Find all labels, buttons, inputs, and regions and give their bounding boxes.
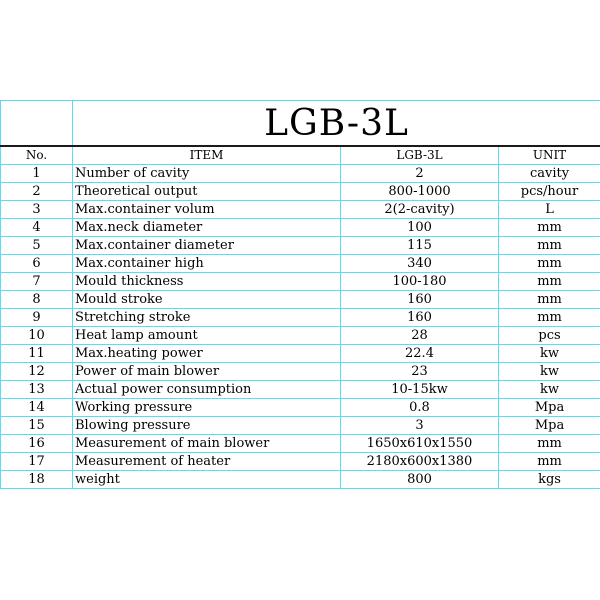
row-item: Working pressure [73,399,341,417]
row-item: Mould thickness [73,273,341,291]
row-value: 2 [341,165,499,183]
row-item: Max.container diameter [73,237,341,255]
row-unit: mm [499,273,600,291]
header-no: No. [1,146,73,165]
table-row [1,363,600,381]
row-unit: mm [499,255,600,273]
row-unit: pcs/hour [499,183,600,201]
row-unit: mm [499,219,600,237]
row-number: 12 [1,363,73,381]
table-row [1,255,600,273]
row-unit: kw [499,363,600,381]
row-number: 3 [1,201,73,219]
row-number: 9 [1,309,73,327]
spec-table [0,100,600,489]
row-value: 0.8 [341,399,499,417]
row-number: 5 [1,237,73,255]
row-value: 160 [341,309,499,327]
row-number: 1 [1,165,73,183]
row-unit: mm [499,309,600,327]
row-number: 18 [1,471,73,489]
row-unit: mm [499,237,600,255]
row-number: 14 [1,399,73,417]
row-number: 2 [1,183,73,201]
row-value: 100-180 [341,273,499,291]
header-row [1,146,600,165]
row-item: Max.container high [73,255,341,273]
row-value: 160 [341,291,499,309]
row-value: 2180x600x1380 [341,453,499,471]
row-item: Stretching stroke [73,309,341,327]
row-number: 4 [1,219,73,237]
title-row [1,101,600,147]
row-item: Max.heating power [73,345,341,363]
title-corner-cell [1,101,73,147]
row-number: 10 [1,327,73,345]
row-value: 800 [341,471,499,489]
table-row [1,471,600,489]
row-unit: Mpa [499,417,600,435]
row-number: 16 [1,435,73,453]
table-row [1,327,600,345]
row-item: Theoretical output [73,183,341,201]
row-item: Blowing pressure [73,417,341,435]
table-row [1,453,600,471]
row-unit: kw [499,345,600,363]
row-number: 13 [1,381,73,399]
header-unit: UNIT [499,146,600,165]
table-row [1,399,600,417]
row-item: Max.neck diameter [73,219,341,237]
row-value: 800-1000 [341,183,499,201]
row-number: 17 [1,453,73,471]
row-item: weight [73,471,341,489]
row-unit: mm [499,291,600,309]
table-row [1,381,600,399]
row-value: 2(2-cavity) [341,201,499,219]
table-row [1,273,600,291]
row-unit: mm [499,435,600,453]
row-unit: Mpa [499,399,600,417]
row-number: 11 [1,345,73,363]
row-unit: kgs [499,471,600,489]
row-value: 22.4 [341,345,499,363]
table-row [1,345,600,363]
row-item: Measurement of heater [73,453,341,471]
row-unit: mm [499,453,600,471]
row-unit: cavity [499,165,600,183]
row-value: 1650x610x1550 [341,435,499,453]
table-row [1,291,600,309]
row-item: Max.container volum [73,201,341,219]
row-unit: L [499,201,600,219]
row-value: 23 [341,363,499,381]
table-row [1,417,600,435]
table-row [1,201,600,219]
row-item: Actual power consumption [73,381,341,399]
row-item: Power of main blower [73,363,341,381]
table-row [1,165,600,183]
row-value: 100 [341,219,499,237]
header-model: LGB-3L [341,146,499,165]
row-value: 115 [341,237,499,255]
row-value: 340 [341,255,499,273]
row-number: 7 [1,273,73,291]
table-row [1,237,600,255]
row-item: Mould stroke [73,291,341,309]
row-item: Number of cavity [73,165,341,183]
row-item: Measurement of main blower [73,435,341,453]
table-row [1,183,600,201]
table-title: LGB-3L [73,101,600,147]
row-value: 10-15kw [341,381,499,399]
row-item: Heat lamp amount [73,327,341,345]
row-unit: pcs [499,327,600,345]
table-row [1,309,600,327]
table-row [1,435,600,453]
row-unit: kw [499,381,600,399]
row-value: 3 [341,417,499,435]
table-row [1,219,600,237]
row-number: 8 [1,291,73,309]
row-value: 28 [341,327,499,345]
row-number: 6 [1,255,73,273]
row-number: 15 [1,417,73,435]
header-item: ITEM [73,146,341,165]
